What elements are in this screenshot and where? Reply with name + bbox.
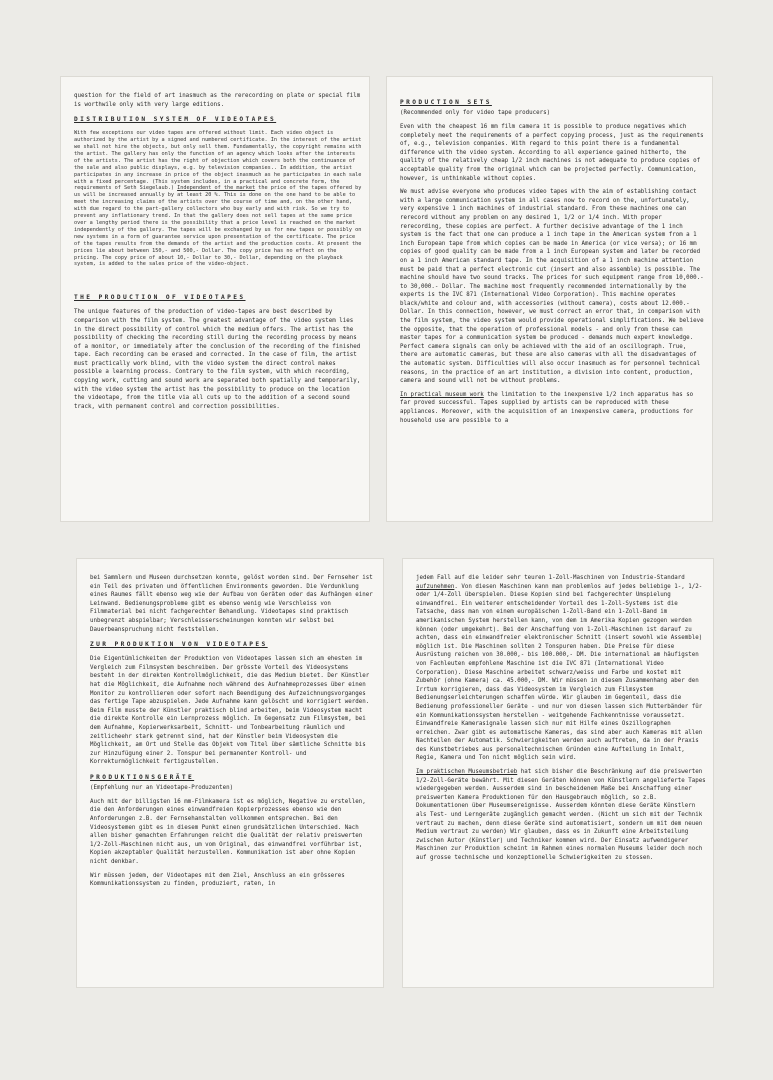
production-paragraph: The unique features of the production of video-tapes are best described by comparison with the film system. The greatest advantage of the video system lies in the direct possibility of control which the medium offers. The artist has the possibility of checking the recording still during the recording process by means of a monitor, or immediately after the conclusion of the recording of the finished tape. Each recording can be erased and corrected. In the case of film, the artist must practically work blind, with the video system the direct control makes possible a learning process. Contrary to the film system, with which recording, copying work, cutting and sound work are separated both spatially and temporarily, with the video system the artist has the possibility to produce on the location the videotape, from the title via all cuts up to the addition of a second sound track, with permanent control and correction possibilities. [74,309,361,410]
subheading-recommendation: (Recommended only for video tape producers) [400,110,551,116]
production-sets-paragraph-3 [400,391,705,425]
heading-production-of-videotapes: THE PRODUCTION OF VIDEOTAPES [74,294,246,302]
german-production-paragraph: Die Eigentümlichkeiten der Produktion von Videotapes lassen sich am ehesten im Vergleich zum Filmsystem beschreiben. Der grösste Vorteil des Videosystems besteht in der direkten Kontrollmöglichkeit, die das Medium bietet. Der Künstler hat die Möglichkeit, die Aufnahme noch während des Aufnahmeprozesses über einen Monitor zu kontrollieren oder sofort nach Beendigung des Aufzeichnungsvorganges das fertige Tape abzuspielen. Jede Aufnahme kann gelöscht und korrigiert werden. Beim Film musste der Künstler praktisch blind arbeiten, beim Videosystem macht die direkte Kontrolle ein Lernprozess möglich. Im Gegensatz zum Filmsystem, bei dem Aufnahme, Kopierwerksarbeit, Schnitt- und Tonbearbeitung räumlich und zeitlicheehr stark getrennt sind, hat der Künstler beim Videosystem die Möglichkeit, am Ort und Stelle das Objekt vom Titel über sämtliche Schnitte bis zur Hinzufügung einer 2. Tonspur bei permanenter Kontroll- und Korrekturmöglichkeit fertigzustellen. [90,656,370,766]
distribution-text-a: With few exceptions our video tapes are offered without limit. Each video object is authorized by the artist by a signed and numbered certificate. In the interest of the artist we shall not hire the objects, but only sell them. Fundamentally, the copyright remains with the artist. The gallery has only the function of an agency which looks after the interests of the artists. The artist has the right of objection which covers both the continuance of the sale and also public displays, e.g. by television companies.. In addition, the artist participates in any increase in price of the object inasmuch as he participates in each sale with a fixed percentage. (This system includes, in a practical and concrete form, the requirements of Seth Siegelaub.) [74,130,362,192]
continuation-text-a: jedem Fall auf die leider sehr teuren 1-Zoll-Maschinen von Industrie-Standard [416,575,685,581]
distribution-paragraph [74,130,362,268]
aufzunehmen-underlined: aufzunehmen [416,583,455,590]
museumsbetrieb-underlined: Im praktischen Museumsbetrieb [416,769,518,776]
museum-work-underlined: In practical museum work [400,391,484,398]
german-continuation-paragraph-2 [416,768,706,863]
panel-english-distribution [60,76,370,522]
panel-german-continuation [402,558,714,988]
german-continuation-paragraph-1 [416,574,706,763]
museum-work-text: the limitation to the inexpensive 1/2 inch apparatus has so far proved successful. Tapes supplied by artists can be reproduced with these appliances. Moreover, with the acquisition of an inexpensive camera, productions for household use are possible to a [400,391,694,424]
intro-paragraph: question for the field of art inasmuch as the rerecording on plate or special film is worthwile only with very large editions. [74,93,361,108]
distribution-underlined: Independent of the market [177,185,256,192]
production-sets-paragraph-1: Even with the cheapest 16 mm film camera it is possible to produce negatives which completely meet the requirements of a perfect copying process, just as the requirements of, e.g., television companies. With regard to this point there is a fundamental difference with the video system. According to all experience gained hitherto, the quality of the relatively cheap 1/2 inch machines is not adequate to produce copies of acceptable quality from the original which can be projected perfectly. Communication, however, is unthinkable without copies. [400,124,704,182]
heading-production-sets: PRODUCTION SETS [400,99,492,106]
panel-column [90,574,376,894]
panel-column [400,92,705,430]
panel-column [74,92,362,416]
subheading-empfehlung: (Empfehlung nur an Videotape-Produzenten) [90,784,234,791]
german-intro-paragraph: bei Sammlern und Museen durchsetzen konnte, gelöst worden sind. Der Fernseher ist ein Teil des privaten und öffentlichen Environments geworden. Die Verdunklung eines Raumes fällt ebenso weg wie der Aufbau von Geräten oder das Aufhängen einer Leinwand. Bedienungsprobleme gibt es ebenso wenig wie Verschleiss von Filmmaterial bei nicht fachgerechter Behandlung. Videotapes sind praktisch unbegrenzt abspielbar; Verschleisserscheinungen konnten wir selbst bei Dauerbeanspruchung nicht feststellen. [90,575,373,633]
heading-distribution-system: DISTRIBUTION SYSTEM OF VIDEOTAPES [74,116,277,124]
production-sets-paragraph-2: We must advise everyone who produces video tapes with the aim of establishing contact with a large communication system in all cases now to record on the, unfortunately, very expensive 1 inch machines of industrial standard. From these machines one can rerecord without any problem on any desired 1, 1/2 or 1/4 inch. With proper rerecording, these copies are perfect. A further decisive advantage of the 1 inch system is the fact that one can produce a 1 inch tape in the American system from a 1 inch European tape from which copies can be made in America (or vice versa); or 16 mm copies of good quality can be made from a 1 inch European system and later be recorded on a 1 inch American standard tape. In the acquisition of a 1 inch machine attention must be paid that a perfect electronic cut (insert and also assemble) is possible. The machine should have two sound tracks. The prices for such equipment range from 10,000.- to 30,000.- Dollar. The machine most frequently recommended internationally by the experts is the IVC 871 (International Video Corporation). This machine operates black/white and colour and, with accessories (without camera), costs about 12.000.- Dollar. In this connection, however, we must correct an error that, in comparison with the film system, the video system would provide operational simplifications. We believe the opposite, that the operation of professional models - and only from these can master tapes for a communication system be produced - demands much expert knowledge. Perfect camera signals can only be achieved with the aid of an oscillograph. True, there are automatic cameras, but these are also cameras with all the disadvantages of the automatic system. Difficulties will also occur inasmuch as for personnel technical reasons, in the practice of an art institution, a division into content, production, camera and sound will not be without problems. [400,189,704,385]
panel-english-production-sets [386,76,713,522]
continuation-text-b: . Von diesen Maschinen kann man problemlos auf jedes beliebige 1-, 1/2- oder 1/4-Zoll überspielen. Diese Kopien sind bei fachgerechter Umspielung einwandfrei. Ein weiterer entscheidender Vorteil des 1-Zoll-Systems ist die Tatsache, dass man von einem europäischen 1-Zoll-Band ein 1-Zoll-Band im amerikanischen System herstellen kann, von dem im Amerika Kopien gezogen werden können (oder umgekehrt). Bei der Anschaffung von 1-Zoll-Maschinen ist darauf zu achten, dass ein einwandfreier elektronischer Schnitt (insert sowohl wie Assemble) möglich ist. Die Maschinen sollten 2 Tonspuren haben. Die Preise für diese Ausrüstung reichen von 30.000,- bis 100.000,- DM. Die international am häufigsten von Fachleuten empfohlene Maschine ist die IVC 871 (International Video Corporation). Diese Maschine arbeitet schwarz/weiss und Farbe und kostet mit Zubehör (ohne Kamera) ca. 45.000,- DM. Wir müssen in diesem Zusammenhang aber den Irrtum korrigieren, dass das Videosystem im Vergleich zum Filmsystem Bedienungserleichterungen schaffen würde. Wir glauben im Gegenteil, dass die Bedienung professioneller Geräte - und nur von diesen lassen sich Mutterbänder für ein Kommunikationssystem herstellen - weitgehende Fachkenntnisse voraussetzt. Einwandfreie Kamerasignale lassen sich nur mit Hilfe eines Oszillographen erreichen. Zwar gibt es automatische Kameras, das sind aber auch Kameras mit allen Nachteilen der Automatik. Schwierigkeiten werden auch auftreten, da in der Praxis des Kunstbetriebes aus personaltechnischen Gründen eine Aufteilung in Inhalt, Regie, Kamera und Ton nicht möglich sein wird. [416,583,703,762]
panel-column [416,574,706,868]
heading-zur-produktion: ZUR PRODUKTION VON VIDEOTAPES [90,641,268,649]
panel-german-production [76,558,384,988]
heading-produktionsgeraete: PRODUKTIONSGERÄTE [90,773,195,781]
german-devices-paragraph-2: Wir müssen jedem, der Videotapes mit dem Ziel, Anschluss an ein grösseres Kommunikationssystem zu finden, produziert, raten, in [90,872,345,888]
distribution-text-b: the price of the tapes offered by us will be increased annually by at least 20 %. This is done on the one hand to be able to meet the increasing claims of the artists over the course of time and, on the other hand, with due regard to the part-gallery collectors who buy early and with risk. So we try to prevent any inflationary trend. In that the gallery does not sell tapes at the same price over a lengthy period there is the possibility that a price level is reached on the market independently of the gallery. The tapes will be exchanged by us for new tapes or possibly on new systems in a form of guarantee service upon presentation of the certificate. The price of the tapes results from the demands of the artist and the production costs. At present the prices lie about between 150,- and 500,- Dollar. The copy price has no effect on the pricing. The copy price of about 10,- Dollar to 30,- Dollar, depending on the playback system, is added to the sales price of the video-object. [74,185,362,268]
museumsbetrieb-text: hat sich bisher die Beschränkung auf die preiswerten 1/2-Zoll-Geräte bewährt. Mit diesen Geräten können von Künstlern angelieferte Tapes wiedergegeben werden. Ausserdem sind in bescheidenem Maße bei Anschaffung einer preiswerten Kamera Produktionen für den Hausgebrauch möglich, so z.B. Dokumentationen über Museumsereignisse. Ausserdem könnten diese Geräte Künstlern als Test- und Lerngeräte zugänglich gemacht werden. (Nicht um sich mit der Technik vertraut zu machen, denn diese Geräte sind automatisiert, sondern um mit dem neuen Medium vertraut zu werden) Wir glauben, dass es in Zukunft eine Arbeitsteilung zwischen Autor (Künstler) und Techniker kommen wird. Der Einsatz aufwendigerer Maschinen zur Produktion scheint im Rahmen eines normalen Museums leider doch noch auf grosse technische und konzeptionelle Schwierigkeiten zu stossen. [416,769,706,861]
german-devices-paragraph-1: Auch mit der billigsten 16 mm-Filmkamera ist es möglich, Negative zu erstellen, die den Anforderungen eines einwandfreien Kopierprozesses ebenso wie den Anforderungen z.B. der Fernsehanstalten vollkommen entsprechen. Bei den Videosystemen gibt es in diesem Punkt einen grundsätzlichen Unterschied. Nach allen bisher gemachten Erfahrungen reicht die Qualität der relativ preiswerten 1/2-Zoll-Maschinen nicht aus, um vom Original, das einwandfrei vorführbar ist, Kopien akzeptabler Qualität herzustellen. Kommunikation ist aber ohne Kopien nicht denkbar. [90,798,366,866]
